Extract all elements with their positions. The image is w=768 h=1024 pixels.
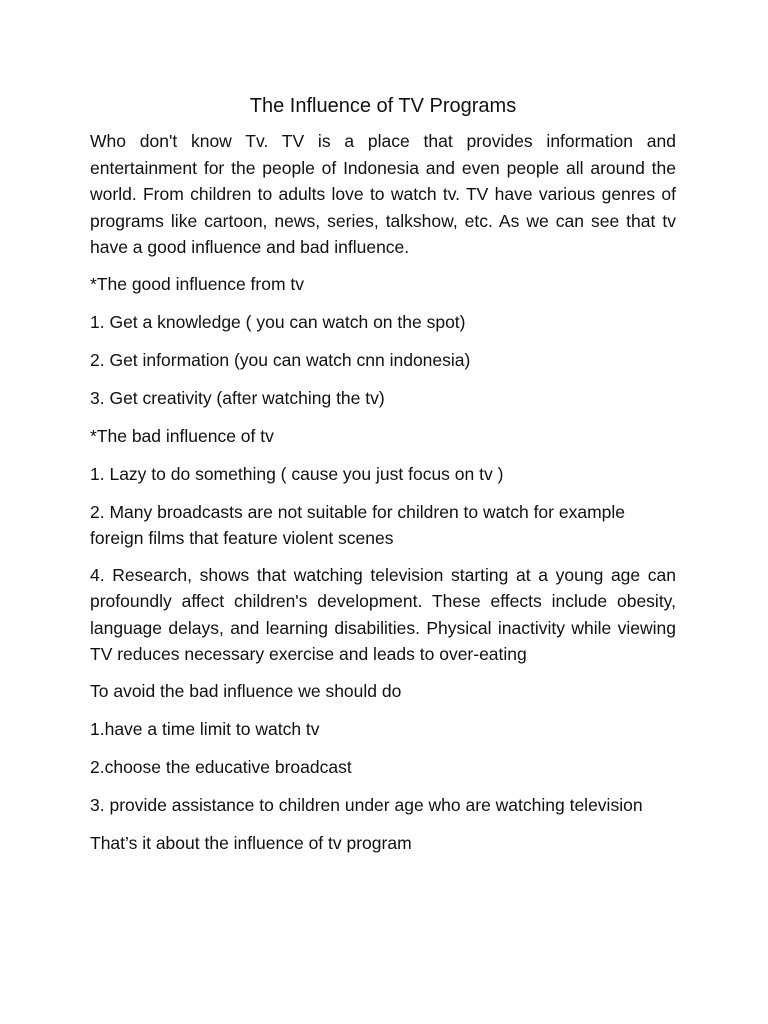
good-item-2: 2. Get information (you can watch cnn indonesia)	[90, 349, 471, 370]
good-influence-heading: *The good influence from tv	[90, 273, 305, 294]
avoid-heading: To avoid the bad influence we should do	[90, 680, 402, 701]
bad-item-2: 2. Many broadcasts are not suitable for children to watch for example foreign films that feature violent scenes	[90, 501, 625, 548]
avoid-item-3: 3. provide assistance to children under age who are watching television	[90, 794, 643, 815]
document-body	[90, 93, 676, 868]
bad-item-1: 1. Lazy to do something ( cause you just focus on tv )	[90, 463, 504, 484]
good-item-3: 3. Get creativity (after watching the tv)	[90, 387, 385, 408]
good-item-1: 1. Get a knowledge ( you can watch on the spot)	[90, 311, 466, 332]
intro-paragraph: Who don't know Tv. TV is a place that provides information and entertainment for the people of Indonesia and even people all around the world. From children to adults love to watch tv. TV have various genres of programs like cartoon, news, series, talkshow, etc. As we can see that tv have a good influence and bad influence.	[90, 131, 676, 257]
bad-influence-heading: *The bad influence of tv	[90, 425, 274, 446]
avoid-item-1: 1.have a time limit to watch tv	[90, 718, 320, 739]
document-title: The Influence of TV Programs	[249, 95, 517, 117]
closing-line: That’s it about the influence of tv program	[90, 832, 412, 853]
bad-item-4: 4. Research, shows that watching television starting at a young age can profoundly affect children's development. These effects include obesity, language delays, and learning disabilities. Physical inactivity while viewing TV reduces necessary exercise and leads to over-eating	[90, 564, 676, 664]
avoid-item-2: 2.choose the educative broadcast	[90, 756, 352, 777]
